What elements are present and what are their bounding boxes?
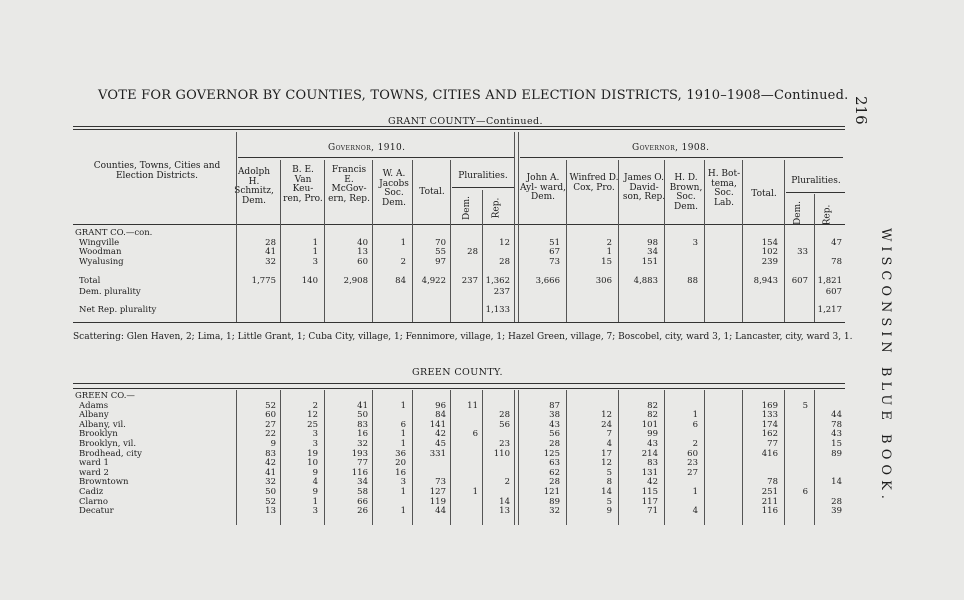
table-row [0, 228, 964, 238]
cell-value: 15 [831, 439, 842, 449]
cell-value: 44 [831, 410, 842, 421]
cell-value: 4 [606, 439, 612, 449]
cell-value: 87 [549, 400, 560, 411]
cell-value: 50 [265, 487, 276, 497]
table-row [0, 238, 964, 248]
dem-1910: Dem. [461, 196, 472, 220]
cell-value: 52 [265, 400, 276, 411]
page-title: VOTE FOR GOVERNOR BY COUNTIES, TOWNS, CITIES AND ELECTION DISTRICTS, 1910–1908—Continued. [98, 88, 849, 103]
cell-value: 27 [265, 419, 276, 430]
row-label: Brooklyn, vil. [79, 439, 137, 449]
cell-value: 14 [601, 487, 612, 497]
cell-value: 416 [761, 448, 778, 459]
governor-1908-header: Governor, 1908. [632, 143, 710, 153]
cell-value: 1 [312, 247, 318, 257]
gov1910-underline [238, 157, 514, 158]
cell-value: 51 [549, 237, 560, 248]
cell-value: 84 [395, 276, 406, 286]
cell-value: 6 [400, 419, 406, 430]
cell-value: 1,133 [485, 305, 510, 315]
cell-value: 42 [647, 477, 658, 488]
dem-1908: Dem. [792, 201, 803, 225]
cell-value: 11 [467, 400, 478, 411]
table-row [0, 449, 964, 459]
cell-value: 3 [692, 237, 698, 248]
cell-value: 140 [301, 276, 318, 286]
table-row [0, 497, 964, 507]
cell-value: 20 [395, 458, 406, 469]
row-label: Albany, vil. [79, 419, 126, 430]
cell-value: 1 [400, 429, 406, 440]
row-label: Decatur [79, 506, 114, 517]
cell-value: 25 [307, 419, 318, 430]
cell-value: 2 [504, 477, 510, 488]
green-top-rule-2 [73, 388, 845, 389]
grant-county-title: GRANT COUNTY—Continued. [388, 116, 543, 127]
cell-value: 66 [357, 496, 368, 507]
cell-value: 28 [549, 439, 560, 449]
cell-value: 237 [493, 287, 510, 297]
cell-value: 34 [647, 247, 658, 257]
cell-value: 174 [761, 419, 778, 430]
table-row [0, 477, 964, 487]
row-label: Woodman [79, 247, 122, 257]
cell-value: 77 [767, 439, 778, 449]
page-number: 216 [852, 96, 870, 125]
cell-value: 4,922 [421, 276, 446, 286]
row-label: GRANT CO.—con. [75, 228, 153, 238]
cell-value: 162 [761, 429, 778, 440]
col-cox: Winfred D. Cox, Pro. [569, 173, 619, 193]
cell-value: 3 [400, 477, 406, 488]
cell-value: 73 [549, 256, 560, 267]
cell-value: 83 [647, 458, 658, 469]
cell-value: 77 [357, 458, 368, 469]
pluralities-1910: Pluralities. [458, 171, 508, 181]
cell-value: 32 [265, 477, 276, 488]
cell-value: 125 [543, 448, 560, 459]
cell-value: 19 [307, 448, 318, 459]
cell-value: 1,217 [817, 305, 842, 315]
top-rule-2 [73, 129, 845, 130]
table-row [0, 305, 964, 315]
cell-value: 98 [647, 237, 658, 248]
cell-value: 83 [265, 448, 276, 459]
cell-value: 154 [761, 237, 778, 248]
cell-value: 5 [802, 400, 808, 411]
cell-value: 117 [641, 496, 658, 507]
table-row [0, 391, 964, 401]
cell-value: 38 [549, 410, 560, 421]
cell-value: 1,775 [251, 276, 276, 286]
cell-value: 96 [435, 400, 446, 411]
cell-value: 12 [499, 237, 510, 248]
cell-value: 110 [493, 448, 510, 459]
table-row [0, 487, 964, 497]
top-rule [73, 126, 845, 127]
scattering-note: Scattering: Glen Haven, 2; Lima, 1; Little Grant, 1; Cuba City, village, 1; Fennimore, village, 1; Hazel Green, village, 7; Boscobel, city, ward 3, 1; Lancaster, city, ward 3, 1. [73, 332, 853, 342]
cell-value: 27 [687, 467, 698, 478]
cell-value: 58 [357, 487, 368, 497]
cell-value: 56 [549, 429, 560, 440]
cell-value: 169 [761, 400, 778, 411]
cell-value: 33 [797, 247, 808, 257]
cell-value: 41 [265, 467, 276, 478]
cell-value: 26 [357, 506, 368, 517]
cell-value: 60 [357, 256, 368, 267]
table-row [0, 257, 964, 267]
cell-value: 3 [312, 506, 318, 517]
cell-value: 28 [549, 477, 560, 488]
cell-value: 4 [692, 506, 698, 517]
governor-1910-header: Governor, 1910. [328, 143, 406, 153]
cell-value: 50 [357, 410, 368, 421]
cell-value: 23 [687, 458, 698, 469]
col-van-keuren: B. E. Van Keu- ren, Pro. [283, 165, 323, 204]
cell-value: 133 [761, 410, 778, 421]
cell-value: 331 [429, 448, 446, 459]
cell-value: 82 [647, 400, 658, 411]
cell-value: 32 [265, 256, 276, 267]
cell-value: 13 [357, 247, 368, 257]
table-row [0, 410, 964, 420]
cell-value: 131 [641, 467, 658, 478]
cell-value: 9 [312, 487, 318, 497]
cell-value: 151 [641, 256, 658, 267]
cell-value: 39 [831, 506, 842, 517]
cell-value: 12 [601, 410, 612, 421]
cell-value: 44 [435, 506, 446, 517]
cell-value: 12 [601, 458, 612, 469]
cell-value: 1 [400, 487, 406, 497]
col-mcgovern: Francis E. McGov- ern, Rep. [328, 165, 370, 204]
grant-bottom-rule [73, 322, 845, 323]
cell-value: 15 [601, 256, 612, 267]
cell-value: 2 [606, 237, 612, 248]
row-label: Dem. plurality [79, 287, 141, 297]
row-label: Adams [79, 400, 109, 411]
cell-value: 63 [549, 458, 560, 469]
cell-value: 1,362 [485, 276, 510, 286]
cell-value: 82 [647, 410, 658, 421]
header-bottom-rule [73, 224, 845, 225]
row-label: Albany [79, 410, 109, 421]
cell-value: 99 [647, 429, 658, 440]
cell-value: 41 [357, 400, 368, 411]
rep-1910: Rep. [491, 197, 502, 219]
green-top-rule [73, 383, 845, 384]
table-row [0, 276, 964, 286]
table-row [0, 287, 964, 297]
cell-value: 3,666 [535, 276, 560, 286]
cell-value: 52 [265, 496, 276, 507]
cell-value: 43 [647, 439, 658, 449]
cell-value: 239 [761, 256, 778, 267]
cell-value: 607 [791, 276, 808, 286]
cell-value: 9 [270, 439, 276, 449]
cell-value: 78 [767, 477, 778, 488]
row-label: Total [79, 276, 101, 286]
cell-value: 12 [307, 410, 318, 421]
book-title: WISCONSIN BLUE BOOK. [878, 228, 893, 504]
cell-value: 23 [499, 439, 510, 449]
cell-value: 56 [499, 419, 510, 430]
cell-value: 1 [400, 506, 406, 517]
cell-value: 62 [549, 467, 560, 478]
cell-value: 2 [692, 439, 698, 449]
table-row [0, 439, 964, 449]
cell-value: 43 [549, 419, 560, 430]
cell-value: 22 [265, 429, 276, 440]
cell-value: 89 [549, 496, 560, 507]
cell-value: 14 [499, 496, 510, 507]
cell-value: 83 [357, 419, 368, 430]
cell-value: 28 [499, 410, 510, 421]
cell-value: 116 [351, 467, 368, 478]
col-schmitz: Adolph H. Schmitz, Dem. [234, 167, 274, 206]
row-label: Clarno [79, 496, 108, 507]
row-label: ward 1 [79, 458, 109, 469]
cell-value: 24 [601, 419, 612, 430]
cell-value: 28 [265, 237, 276, 248]
col-davidson: James O. David- son, Rep. [622, 173, 666, 203]
cell-value: 13 [499, 506, 510, 517]
cell-value: 2,908 [343, 276, 368, 286]
row-label: Wyalusing [79, 256, 124, 267]
green-county-title: GREEN COUNTY. [412, 367, 503, 378]
gov1908-underline [520, 157, 843, 158]
row-label: Brooklyn [79, 429, 118, 440]
col-jacobs: W. A. Jacobs Soc. Dem. [379, 169, 409, 208]
cell-value: 1 [400, 400, 406, 411]
cell-value: 1 [606, 247, 612, 257]
col-brown: H. D. Brown, Soc. Dem. [669, 173, 703, 212]
pluralities-1908-rule [786, 192, 845, 193]
cell-value: 88 [687, 276, 698, 286]
cell-value: 607 [825, 287, 842, 297]
cell-value: 3 [312, 429, 318, 440]
cell-value: 6 [472, 429, 478, 440]
cell-value: 28 [499, 256, 510, 267]
cell-value: 4 [312, 477, 318, 488]
cell-value: 101 [641, 419, 658, 430]
cell-value: 67 [549, 247, 560, 257]
cell-value: 119 [429, 496, 446, 507]
table-row [0, 468, 964, 478]
cell-value: 102 [761, 247, 778, 257]
cell-value: 89 [831, 448, 842, 459]
cell-value: 5 [606, 496, 612, 507]
cell-value: 1 [400, 439, 406, 449]
cell-value: 9 [606, 506, 612, 517]
cell-value: 36 [395, 448, 406, 459]
cell-value: 127 [429, 487, 446, 497]
cell-value: 251 [761, 487, 778, 497]
col-total-1908: Total. [751, 189, 777, 199]
row-label: Net Rep. plurality [79, 305, 157, 315]
cell-value: 32 [549, 506, 560, 517]
table-row [0, 429, 964, 439]
table-row [0, 247, 964, 257]
cell-value: 3 [312, 439, 318, 449]
cell-value: 306 [595, 276, 612, 286]
counties-header: Counties, Towns, Cities and Election Districts. [93, 161, 221, 181]
table-row [0, 420, 964, 430]
cell-value: 16 [357, 429, 368, 440]
cell-value: 42 [435, 429, 446, 440]
table-row [0, 401, 964, 411]
cell-value: 78 [831, 256, 842, 267]
cell-value: 1,821 [817, 276, 842, 286]
cell-value: 8 [606, 477, 612, 488]
cell-value: 45 [435, 439, 446, 449]
cell-value: 70 [435, 237, 446, 248]
cell-value: 214 [641, 448, 658, 459]
cell-value: 13 [265, 506, 276, 517]
table-row [0, 506, 964, 516]
row-label: Browntown [79, 477, 129, 488]
cell-value: 3 [312, 256, 318, 267]
cell-value: 55 [435, 247, 446, 257]
cell-value: 28 [467, 247, 478, 257]
cell-value: 32 [357, 439, 368, 449]
cell-value: 40 [357, 237, 368, 248]
cell-value: 42 [265, 458, 276, 469]
cell-value: 7 [606, 429, 612, 440]
row-label: GREEN CO.— [75, 391, 135, 401]
pluralities-1908: Pluralities. [791, 176, 841, 186]
cell-value: 4,883 [633, 276, 658, 286]
cell-value: 1 [692, 487, 698, 497]
cell-value: 8,943 [753, 276, 778, 286]
cell-value: 1 [312, 237, 318, 248]
cell-value: 97 [435, 256, 446, 267]
cell-value: 10 [307, 458, 318, 469]
col-total-1910: Total. [419, 187, 445, 197]
table-row [0, 458, 964, 468]
cell-value: 71 [647, 506, 658, 517]
cell-value: 116 [761, 506, 778, 517]
cell-value: 1 [692, 410, 698, 421]
cell-value: 84 [435, 410, 446, 421]
row-label: Wingville [79, 237, 120, 248]
cell-value: 17 [601, 448, 612, 459]
row-label: ward 2 [79, 467, 109, 478]
cell-value: 6 [692, 419, 698, 430]
cell-value: 1 [312, 496, 318, 507]
cell-value: 1 [400, 237, 406, 248]
cell-value: 60 [687, 448, 698, 459]
cell-value: 237 [461, 276, 478, 286]
cell-value: 121 [543, 487, 560, 497]
cell-value: 16 [395, 467, 406, 478]
col-bottema: H. Bot- tema, Soc. Lab. [707, 169, 741, 208]
cell-value: 47 [831, 237, 842, 248]
cell-value: 5 [606, 467, 612, 478]
cell-value: 1 [472, 487, 478, 497]
row-label: Cadiz [79, 487, 104, 497]
cell-value: 6 [802, 487, 808, 497]
cell-value: 9 [312, 467, 318, 478]
cell-value: 211 [761, 496, 778, 507]
cell-value: 193 [351, 448, 368, 459]
cell-value: 60 [265, 410, 276, 421]
cell-value: 43 [831, 429, 842, 440]
pluralities-1910-rule [452, 187, 514, 188]
col-aylward: John A. Ayl- ward, Dem. [520, 173, 566, 203]
cell-value: 2 [400, 256, 406, 267]
cell-value: 2 [312, 400, 318, 411]
cell-value: 73 [435, 477, 446, 488]
cell-value: 41 [265, 247, 276, 257]
cell-value: 115 [641, 487, 658, 497]
cell-value: 78 [831, 419, 842, 430]
cell-value: 14 [831, 477, 842, 488]
cell-value: 28 [831, 496, 842, 507]
row-label: Brodhead, city [79, 448, 142, 459]
cell-value: 34 [357, 477, 368, 488]
rep-1908: Rep. [822, 204, 833, 226]
cell-value: 141 [429, 419, 446, 430]
